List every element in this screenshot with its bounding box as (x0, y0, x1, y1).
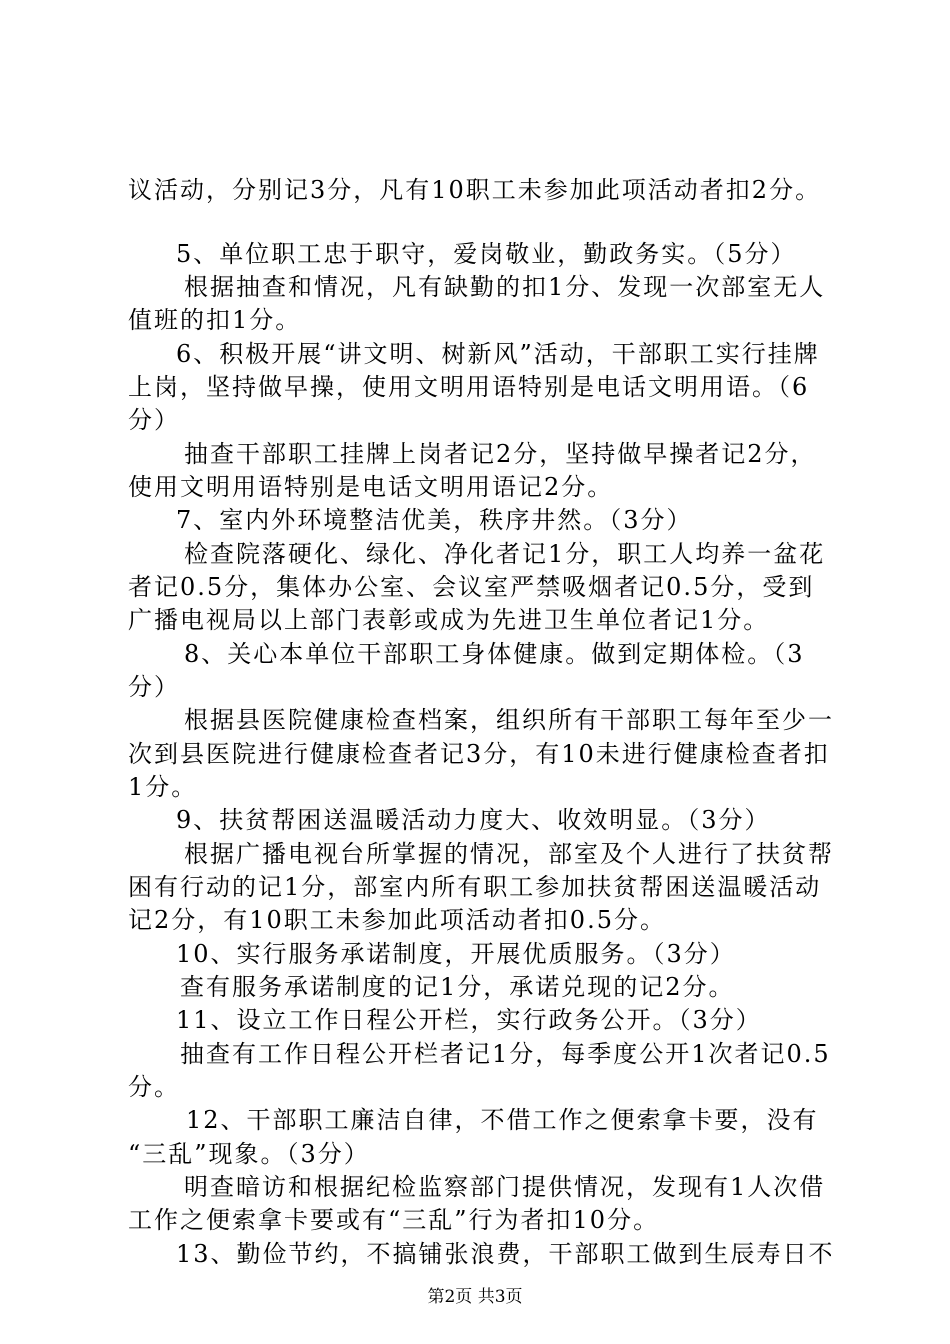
item-heading: 6、积极开展“讲文明、树新风”活动，干部职工实行挂牌 (176, 340, 820, 368)
item-heading: 9、扶贫帮困送温暖活动力度大、收效明显。（3分） (176, 806, 771, 834)
text-line: 根据县医院健康检查档案，组织所有干部职工每年至少一 (184, 706, 834, 734)
item-heading: 12、干部职工廉洁自律，不借工作之便索拿卡要，没有 (186, 1106, 819, 1134)
item-heading: 7、室内外环境整洁优美，秩序井然。（3分） (176, 506, 693, 534)
text-line: 者记0.5分，集体办公室、会议室严禁吸烟者记0.5分，受到 (128, 573, 815, 601)
item-heading: 10、实行服务承诺制度，开展优质服务。（3分） (176, 940, 736, 968)
item-heading: 11、设立工作日程公开栏，实行政务公开。（3分） (176, 1006, 762, 1034)
text-line: 分） (128, 673, 180, 701)
text-line: “三乱”现象。（3分） (128, 1140, 370, 1168)
text-line: 抽查有工作日程公开栏者记1分，每季度公开1次者记0.5 (180, 1040, 831, 1068)
text-line: 上岗，坚持做早操，使用文明用语特别是电话文明用语。（6 (128, 373, 810, 401)
text-line: 检查院落硬化、绿化、净化者记1分，职工人均养一盆花 (184, 540, 826, 568)
text-line: 困有行动的记1分，部室内所有职工参加扶贫帮困送温暖活动 (128, 873, 822, 901)
text-line: 根据抽查和情况，凡有缺勤的扣1分、发现一次部室无人 (184, 273, 826, 301)
text-line: 值班的扣1分。 (128, 306, 302, 334)
item-heading: 8、关心本单位干部职工身体健康。做到定期体检。（3 (184, 640, 805, 668)
item-heading: 5、单位职工忠于职守，爱岗敬业，勤政务实。（5分） (176, 240, 797, 268)
text-line: 工作之便索拿卡要或有“三乱”行为者扣10分。 (128, 1206, 660, 1234)
text-line: 明查暗访和根据纪检监察部门提供情况，发现有1人次借 (184, 1173, 826, 1201)
text-line: 使用文明用语特别是电话文明用语记2分。 (128, 473, 614, 501)
text-line: 记2分，有10职工未参加此项活动者扣0.5分。 (128, 906, 666, 934)
text-line: 议活动，分别记3分，凡有10职工未参加此项活动者扣2分。 (128, 176, 822, 204)
text-line: 广播电视局以上部门表彰或成为先进卫生单位者记1分。 (128, 606, 770, 634)
text-line: 查有服务承诺制度的记1分，承诺兑现的记2分。 (180, 973, 735, 1001)
text-line: 次到县医院进行健康检查者记3分，有10未进行健康检查者扣 (128, 740, 830, 768)
text-line: 抽查干部职工挂牌上岗者记2分，坚持做早操者记2分， (184, 440, 817, 468)
item-heading: 13、勤俭节约，不搞铺张浪费，干部职工做到生辰寿日不 (176, 1240, 835, 1268)
text-line: 分） (128, 406, 180, 434)
text-line: 1分。 (128, 773, 198, 801)
text-line: 根据广播电视台所掌握的情况，部室及个人进行了扶贫帮 (184, 840, 834, 868)
text-line: 分。 (128, 1073, 180, 1101)
page-footer: 第2页 共3页 (427, 1287, 523, 1307)
